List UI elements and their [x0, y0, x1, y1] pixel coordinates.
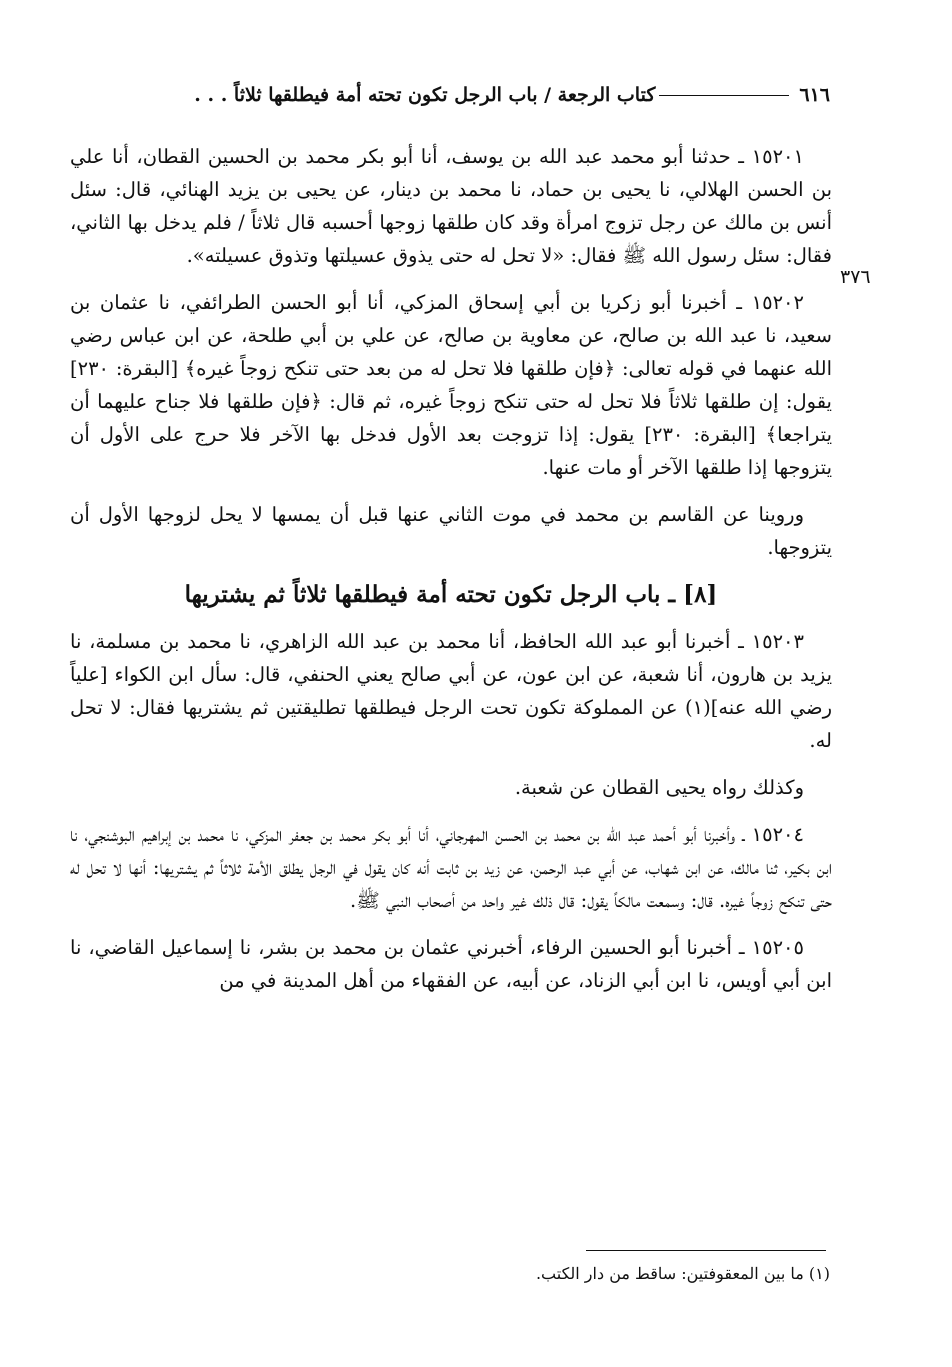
note-paragraph: وروينا عن القاسم بن محمد في موت الثاني عنها قبل أن يمسها لا يحل لزوجها الأول أن يتزوجها. [70, 503, 832, 559]
section-heading: [٨] ـ باب الرجل تكون تحته أمة فيطلقها ثلاثاً ثم يشتريها [184, 581, 718, 608]
hadith-15204: ١٥٢٠٤ ـ وأخبرنا أبو أحمد عبد الله بن محمد بن الحسن المهرجاني، أنا أبو بكر محمد بن جعفر المزكي، نا محمد بن إبراهيم البوشنجي، نا ابن بكير، ثنا مالك، عن ابن شهاب، عن أبي عبد الرحمن، عن زيد بن ثابت أنه كان يقول في الرجل يطلق الأمة ثلاثاً ثم يشتريها: أنها لا تحل له حتى تنكح زوجاً غيره. قال: وسمعت مالكاً يقول: قال ذلك غير واحد من أصحاب النبي ﷺ. [70, 823, 833, 912]
hadith-15205: ١٥٢٠٥ ـ أخبرنا أبو الحسين الرفاء، أخبرني عثمان بن محمد بن بشر، نا إسماعيل القاضي، نا ابن أبي أويس، نا ابن أبي الزناد، عن أبيه، عن الفقهاء من أهل المدينة في من [70, 936, 832, 992]
footnote-rule [586, 1250, 826, 1251]
page-number: ٦١٦ [799, 84, 830, 106]
footnote: (١) ما بين المعقوفتين: ساقط من دار الكتب. [535, 1264, 830, 1283]
running-title: كتاب الرجعة / باب الرجل تكون تحته أمة فيطلقها ثلاثاً . . . [194, 84, 656, 106]
hadith-15203: ١٥٢٠٣ ـ أخبرنا أبو عبد الله الحافظ، أنا محمد بن عبد الله الزاهري، نا محمد بن مسلمة، نا يزيد بن هارون، أنا شعبة، عن ابن عون، عن أبي صالح يعني الحنفي، قال: سأل ابن الكواء [علياً رضي الله عنه](١) عن المملوكة تكون تحت الرجل فيطلقها تطليقتين ثم يشتريها فقال: لا تحل له. [70, 630, 832, 752]
running-header [70, 84, 830, 106]
main-text [70, 140, 832, 1011]
hadith-15201: ١٥٢٠١ ـ حدثنا أبو محمد عبد الله بن يوسف، أنا أبو بكر محمد بن الحسين القطان، أنا علي بن الحسن الهلالي، نا يحيى بن حماد، نا محمد بن دينار، عن يحيى بن يزيد الهنائي، قال: سئل أنس بن مالك عن رجل تزوج امرأة وقد كان طلقها زوجها أحسبه قال ثلاثاً / فلم يدخل بها الثاني، فقال: سئل رسول الله ﷺ فقال: «لا تحل له حتى يذوق عسيلتها وتذوق عسيلته». [70, 145, 832, 267]
header-rule [659, 95, 789, 96]
note-paragraph-2: وكذلك رواه يحيى القطان عن شعبة. [514, 776, 804, 799]
margin-page-reference: ٣٧٦ [840, 266, 871, 288]
hadith-15202: ١٥٢٠٢ ـ أخبرنا أبو زكريا بن أبي إسحاق المزكي، أنا أبو الحسن الطرائفي، نا عثمان بن سعيد، نا عبد الله بن صالح، عن معاوية بن صالح، عن علي بن أبي طلحة، عن ابن عباس رضي الله عنهما في قوله تعالى: ﴿فإن طلقها فلا تحل له من بعد حتى تنكح زوجاً غيره﴾ [البقرة: ٢٣٠] يقول: إن طلقها ثلاثاً فلا تحل له حتى تنكح زوجاً غيره، ثم قال: ﴿فإن طلقها فلا جناح عليهما أن يتراجعا﴾ [البقرة: ٢٣٠] يقول: إذا تزوجت بعد الأول فدخل بها الآخر فلا حرج على الأول أن يتزوجها إذا طلقها الآخر أو مات عنها. [70, 291, 832, 479]
